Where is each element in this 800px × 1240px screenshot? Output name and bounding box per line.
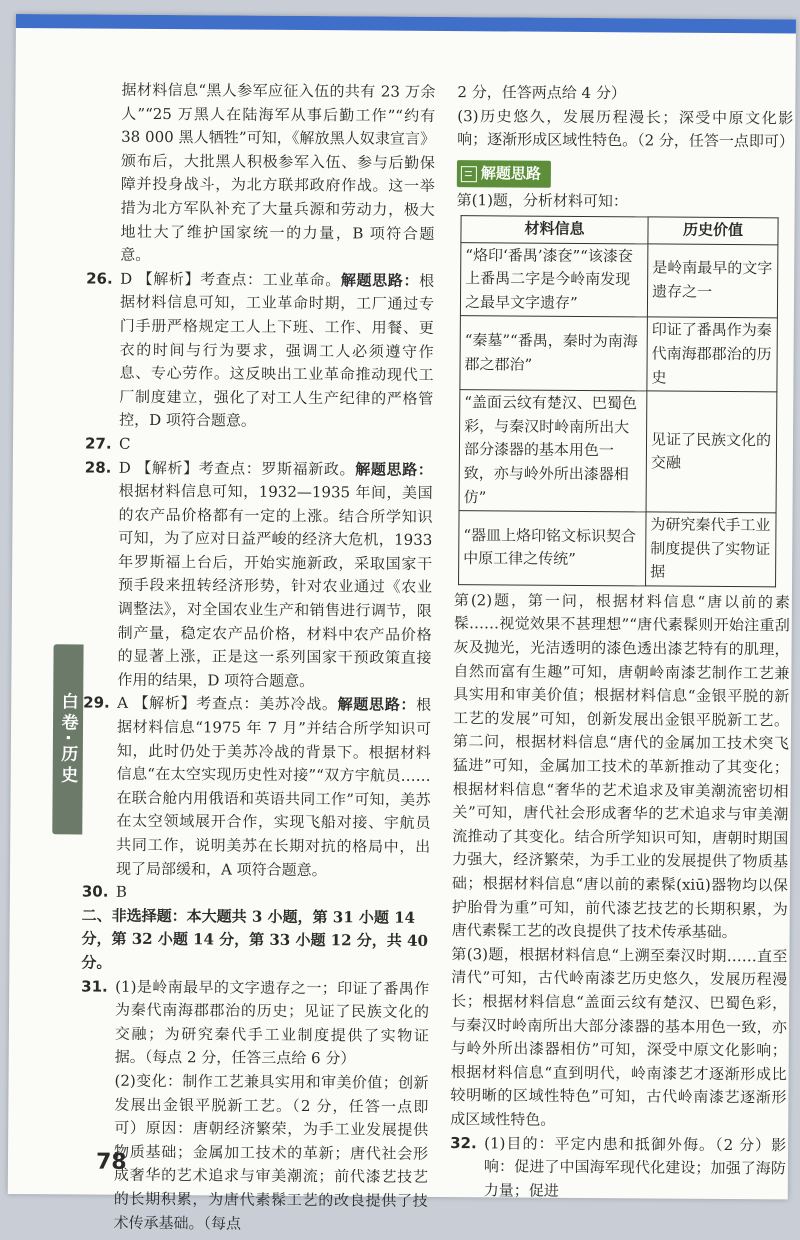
table-cell: “烙印‘番禺’漆奁”“该漆奁上番禺二字是今岭南发现之最早文字遗存” [460, 242, 648, 317]
right-column [450, 81, 794, 1205]
table-row [460, 316, 778, 392]
table-header-cell: 历史价值 [648, 217, 778, 245]
table-cell: “器皿上烙印铭文标识契合中原工律之传统” [459, 511, 647, 586]
table-header-cell: 材料信息 [461, 216, 648, 244]
table-cell: 印证了番禺作为秦代南海郡郡治的历史 [647, 317, 778, 392]
page-top-edge [16, 14, 796, 33]
solution-idea-badge: 解题思路 [457, 160, 551, 188]
table-row [460, 242, 778, 318]
question-number: 32. [450, 1133, 477, 1152]
table-cell: 见证了民族文化的交融 [646, 391, 777, 513]
answer-26: 26. D 【解析】考查点：工业革命。解题思路：根据材料信息可知，工业革命时期，工厂通过专门手册严格规定工人上下班、工作、用餐、更衣的时间与行为要求，强调工人必须遵守作息、专心劳作。这反映出工业革命推动现代工厂制度建立，强化了对工人生产纪律的严格管控，D 项符合题意。 [86, 269, 435, 430]
answer-29: 29. A 【解析】考查点：美苏冷战。解题思路：根据材料信息“1975 年 7 月”并结合所学知识可知，此时仍处于美苏冷战的背景下。根据材料信息“在太空实现历史性对接”“双方宇航员……在联合舱内用俄语和英语共同工作”可知，美苏在太空领域展开合作，实现飞船对接、宇航员共同工作，说明美苏在长期对抗的格局中，出现了局部缓和，A 项符合题意。 [83, 693, 432, 879]
answer-31-part1: 31. (1)是岭南最早的文字遗存之一；印证了番禺作为秦代南海郡郡治的历史；见证了民族文化的交融；为研究秦代手工业制度提供了实物证据。（每点 2 分，任答三点给 6 分） [81, 977, 430, 1068]
table-row [459, 511, 777, 587]
left-column [79, 79, 435, 1237]
analysis-question-2: 第(2)题，第一问，根据材料信息“唐以前的素髹……视觉效果不甚理想”“唐代素髹则开始注重刮灰及抛光，光洁透明的漆色透出漆艺特有的肌理，自然而富有生趣”可知，唐朝岭南漆艺制作工艺兼具实用和审美价值；根据材料信息“金银平脱的新工艺的发展”可知，创新发展出金银平脱新工艺。第二问，根据材料信息“唐代的金属加工技术突飞猛进”可知，金属加工技术的革新推动了其变化；根据材料信息“奢华的艺术追求及审美潮流密切相关”可知，唐代社会形成奢华的艺术追求与审美潮流推动了其变化。结合所学知识可知，唐朝时期国力强大，经济繁荣，为手工业的发展提供了物质基础；根据材料信息“唐以前的素髹(xiū)器物均以保护胎骨为重”可知，前代漆艺技艺的长期积累，为唐代素髹工艺的改良提供了技术传承基础。 [451, 590, 790, 942]
table-cell: 是岭南最早的文字遗存之一 [647, 243, 778, 318]
answer-31-part3: (3)历史悠久，发展历程漫长；深受中原文化影响；逐渐形成区域性特色。（2 分，任答一点即可） [457, 106, 795, 151]
analysis-question-3: 第(3)题，根据材料信息“上溯至秦汉时期……直至清代”可知，古代岭南漆艺历史悠久，发展历程漫长；根据材料信息“盖面云纹有楚汉、巴蜀色彩，与秦汉时岭南所出大部分漆器的基本用色一致，亦与岭外所出漆器相仿”可知，深受中原文化影响；根据材料信息“直到明代，岭南漆艺才逐渐形成比较明晰的区域性特色”可知，古代岭南漆艺逐渐形成区域性特色。 [450, 944, 788, 1129]
answer-30: 30. B [82, 881, 430, 907]
subject-side-tab: 白卷·历史 [52, 644, 83, 834]
answer-32: 32. (1)目的：平定内患和抵御外侮。（2 分）影响：促进了中国海军现代化建设；加强了海防力量；促进 [450, 1133, 787, 1200]
notebook-icon [461, 166, 477, 182]
question-number: 28. [84, 457, 112, 477]
answer-28: 28. D 【解析】考查点：罗斯福新政。解题思路：根据材料信息可知，1932—1935 年间，美国的农产品价格都有一定的上涨。结合所学知识可知，为了应对日益严峻的经济大危机，1933 年罗斯福上台后，开始实施新政，采取国家干预手段来扭转经济形势，针对农业通过《农业调整法》，对全国农业生产和销售进行调节，限制产量，稳定农产品价格，材料中农产品价格的显著上涨，正是这一系列国家干预政策直接作用的结果，D 项符合题意。 [84, 457, 433, 690]
table-header-row [461, 216, 778, 245]
section-heading-non-choice: 二、非选择题：本大题共 3 小题，第 31 小题 14 分，第 32 小题 14 分，第 33 小题 12 分，共 40 分。 [81, 906, 428, 972]
answer-31-part2: (2)变化：制作工艺兼具实用和审美价值；创新发展出金银平脱新工艺。（2 分，任答一点即可）原因：唐朝经济繁荣，为手工业发展提供物质基础；金属加工技术的革新；唐代社会形成奢华的艺术追求与审美潮流；前代漆艺技艺的长期积累，为唐代素髹工艺的改良提供了技术传承基础。（每点 [113, 1071, 429, 1233]
question-number: 30. [81, 882, 109, 901]
question-number: 27. [84, 434, 112, 453]
question-number: 26. [86, 269, 113, 288]
table-cell: 为研究秦代手工业制度提供了实物证据 [646, 512, 777, 587]
analysis-intro: 第(1)题，分析材料可知： [456, 191, 629, 211]
answer-27: 27. C [85, 432, 433, 458]
question-number: 29. [83, 693, 110, 713]
page-number: 78 [95, 1149, 127, 1175]
answer-31-score-note: 2 分，任答两点给 4 分） [457, 83, 626, 103]
table-cell: “秦墓”“番禺，秦时为南海郡之郡治” [460, 316, 648, 391]
book-page [8, 14, 796, 1233]
analysis-table [458, 215, 779, 587]
question-number: 31. [81, 977, 108, 996]
answer-25-continued: 据材料信息“黑人参军应征入伍的共有 23 万余人”“25 万黑人在陆海军从事后勤工作”“约有 38 000 黑人牺牲”可知，《解放黑人奴隶宣言》颁布后，大批黑人积极参军入伍、参与后勤保障并投身战斗，为北方联邦政府作战。这一举措为北方军队补充了大量兵源和劳动力，极大地壮大了维护国家统一的力量，B 项符合题意。 [120, 80, 436, 265]
table-cell: “盖面云纹有楚汉、巴蜀色彩，与秦汉时岭南所出大部分漆器的基本用色一致，亦与岭外所出漆器相仿” [459, 390, 647, 512]
table-row [459, 390, 777, 513]
